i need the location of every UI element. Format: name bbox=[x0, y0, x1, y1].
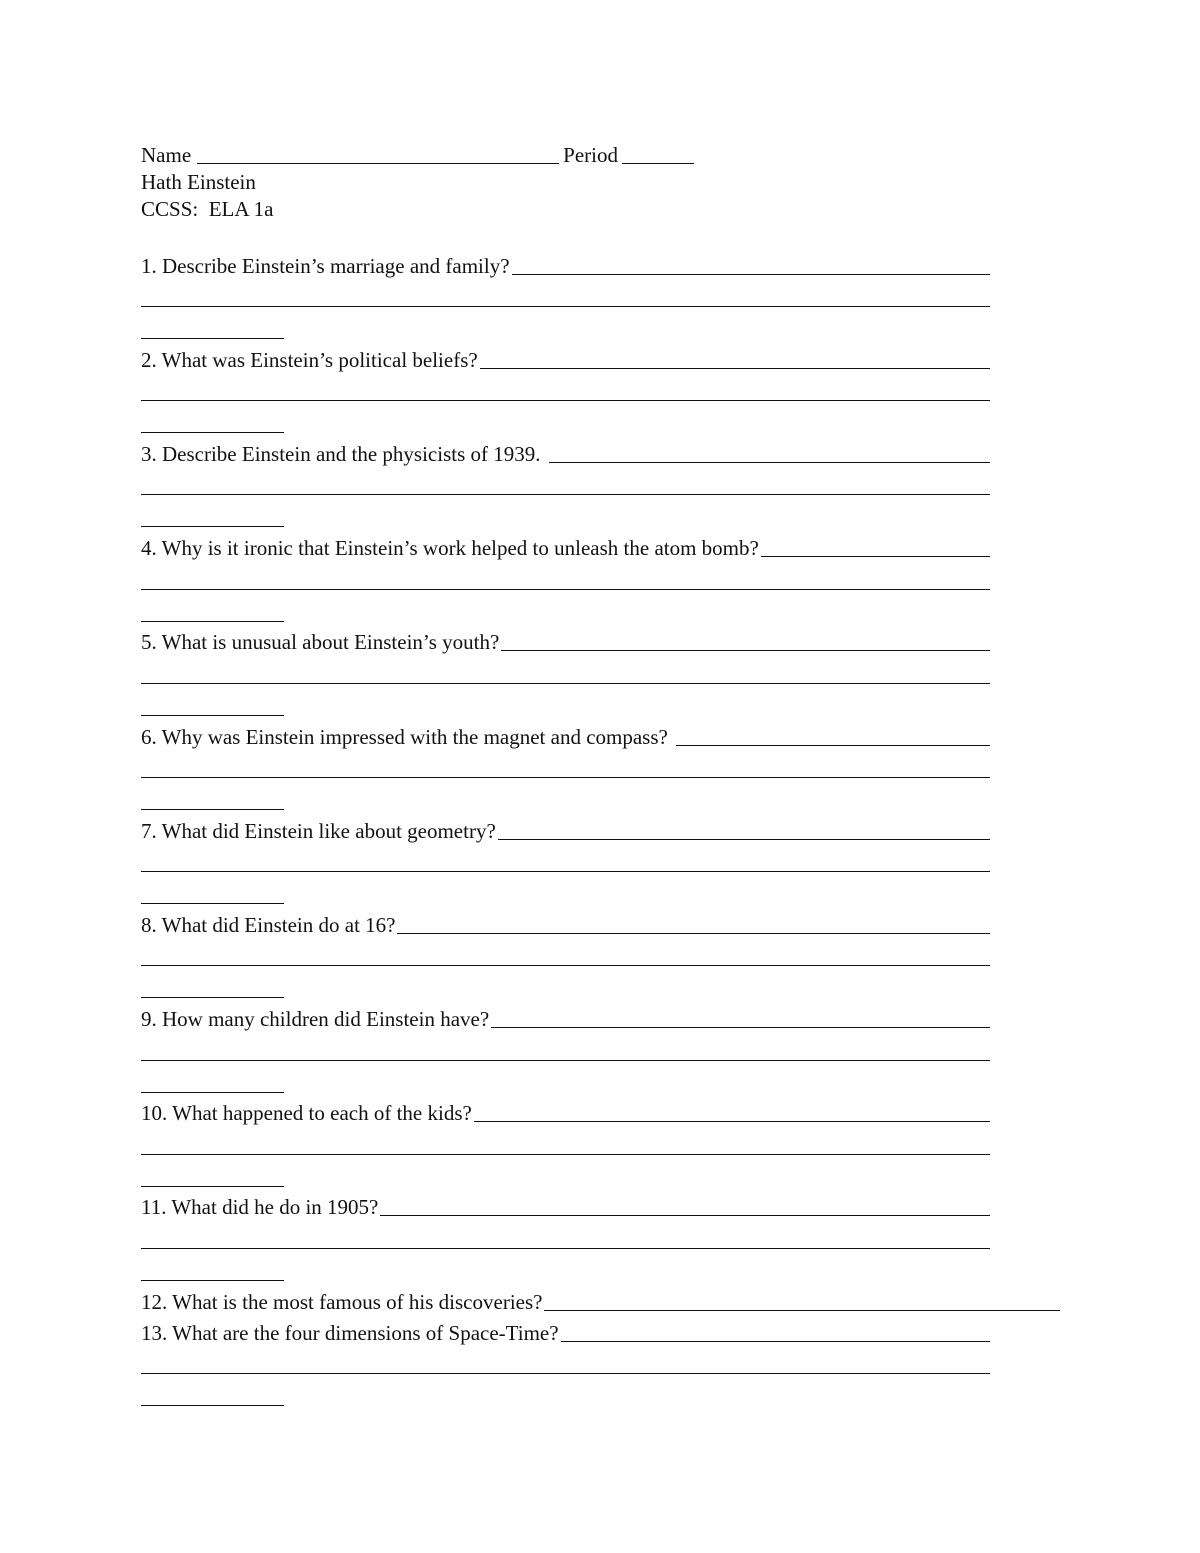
question-text: 13. What are the four dimensions of Space-Time? bbox=[141, 1321, 559, 1345]
answer-line[interactable] bbox=[141, 306, 990, 307]
question-9 bbox=[141, 1006, 990, 1033]
question-7 bbox=[141, 818, 990, 845]
answer-line[interactable] bbox=[141, 1154, 990, 1155]
answer-line-short[interactable] bbox=[141, 1280, 284, 1281]
answer-blank[interactable] bbox=[561, 1341, 990, 1342]
question-text: 2. What was Einstein’s political beliefs? bbox=[141, 348, 478, 372]
question-text: 10. What happened to each of the kids? bbox=[141, 1101, 472, 1125]
answer-line-short[interactable] bbox=[141, 338, 284, 339]
name-period-line bbox=[141, 142, 694, 169]
question-2 bbox=[141, 347, 990, 374]
question-text: 12. What is the most famous of his discoveries? bbox=[141, 1290, 543, 1314]
answer-line[interactable] bbox=[141, 683, 990, 684]
answer-blank[interactable] bbox=[380, 1215, 990, 1216]
answer-blank[interactable] bbox=[761, 556, 990, 557]
question-text: 11. What did he do in 1905? bbox=[141, 1195, 379, 1219]
answer-blank[interactable] bbox=[397, 933, 990, 934]
name-blank[interactable] bbox=[197, 163, 559, 164]
answer-line[interactable] bbox=[141, 589, 990, 590]
question-text: 5. What is unusual about Einstein’s youth? bbox=[141, 630, 500, 654]
answer-line-short[interactable] bbox=[141, 903, 284, 904]
answer-line-short[interactable] bbox=[141, 1092, 284, 1093]
question-text: 7. What did Einstein like about geometry? bbox=[141, 819, 496, 843]
answer-line-short[interactable] bbox=[141, 809, 284, 810]
answer-blank[interactable] bbox=[549, 462, 990, 463]
answer-blank[interactable] bbox=[474, 1121, 990, 1122]
question-1 bbox=[141, 253, 990, 280]
answer-line-short[interactable] bbox=[141, 715, 284, 716]
answer-line[interactable] bbox=[141, 777, 990, 778]
answer-line[interactable] bbox=[141, 871, 990, 872]
answer-line[interactable] bbox=[141, 965, 990, 966]
question-8 bbox=[141, 912, 990, 939]
answer-line-short[interactable] bbox=[141, 1405, 284, 1406]
answer-blank[interactable] bbox=[544, 1310, 1060, 1311]
answer-line[interactable] bbox=[141, 1060, 990, 1061]
answer-blank[interactable] bbox=[480, 368, 990, 369]
answer-line-short[interactable] bbox=[141, 1186, 284, 1187]
answer-blank[interactable] bbox=[491, 1027, 990, 1028]
answer-blank[interactable] bbox=[512, 274, 990, 275]
answer-line-short[interactable] bbox=[141, 432, 284, 433]
question-text: 3. Describe Einstein and the physicists of 1939. bbox=[141, 442, 541, 466]
question-text: 6. Why was Einstein impressed with the magnet and compass? bbox=[141, 725, 668, 749]
question-text: 8. What did Einstein do at 16? bbox=[141, 913, 396, 937]
answer-blank[interactable] bbox=[676, 745, 990, 746]
question-5 bbox=[141, 629, 990, 656]
question-text: 1. Describe Einstein’s marriage and family? bbox=[141, 254, 510, 278]
answer-line-short[interactable] bbox=[141, 526, 284, 527]
standard-label: CCSS: ELA 1a bbox=[141, 197, 274, 221]
question-6 bbox=[141, 724, 990, 751]
question-text: 4. Why is it ironic that Einstein’s work helped to unleash the atom bomb? bbox=[141, 536, 759, 560]
answer-line[interactable] bbox=[141, 1248, 990, 1249]
subtitle: Hath Einstein bbox=[141, 170, 256, 194]
question-text: 9. How many children did Einstein have? bbox=[141, 1007, 490, 1031]
answer-line[interactable] bbox=[141, 400, 990, 401]
question-13 bbox=[141, 1320, 990, 1347]
period-blank[interactable] bbox=[622, 163, 694, 164]
answer-line[interactable] bbox=[141, 1373, 990, 1374]
question-12 bbox=[141, 1289, 1060, 1316]
answer-line-short[interactable] bbox=[141, 621, 284, 622]
period-label: Period bbox=[563, 143, 618, 167]
answer-blank[interactable] bbox=[501, 650, 990, 651]
question-4 bbox=[141, 535, 990, 562]
question-10 bbox=[141, 1100, 990, 1127]
answer-line-short[interactable] bbox=[141, 997, 284, 998]
answer-line[interactable] bbox=[141, 494, 990, 495]
question-3 bbox=[141, 441, 990, 468]
answer-blank[interactable] bbox=[498, 839, 990, 840]
name-label: Name bbox=[141, 143, 192, 167]
question-11 bbox=[141, 1194, 990, 1221]
